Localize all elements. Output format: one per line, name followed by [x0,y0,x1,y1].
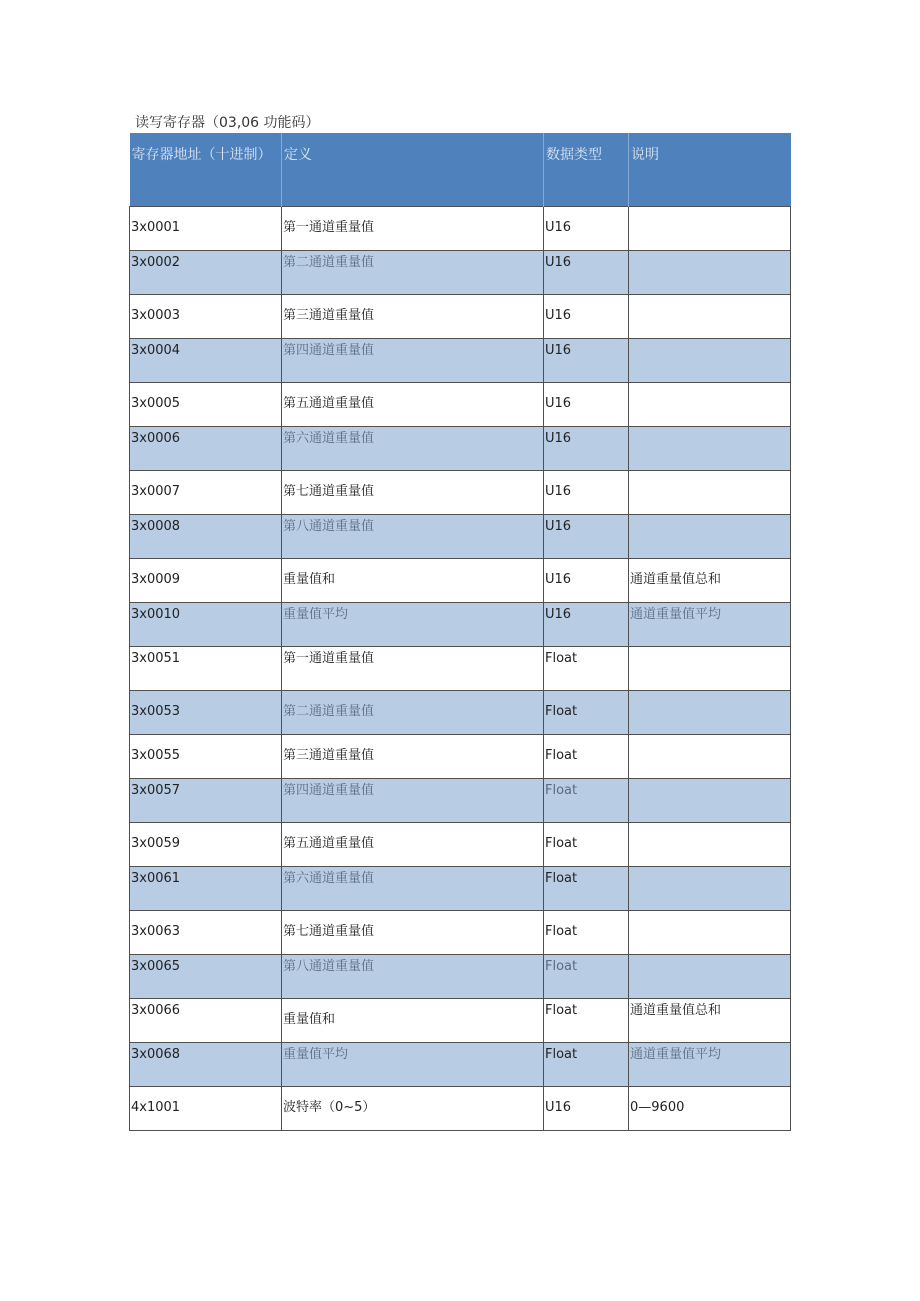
cell-address: 3x0063 [130,910,282,954]
cell-definition: 第一通道重量值 [282,646,544,690]
cell-data-type: U16 [544,250,629,294]
cell-definition: 第六通道重量值 [282,866,544,910]
cell-description [629,866,791,910]
cell-address: 3x0004 [130,338,282,382]
cell-data-type: U16 [544,470,629,514]
cell-address: 3x0053 [130,690,282,734]
cell-data-type: Float [544,822,629,866]
table-row [130,250,791,294]
cell-description: 0—9600 [629,1086,791,1130]
cell-description [629,778,791,822]
cell-description [629,426,791,470]
table-row [130,822,791,866]
cell-data-type: Float [544,954,629,998]
cell-description: 通道重量值平均 [629,1042,791,1086]
cell-address: 4x1001 [130,1086,282,1130]
cell-description [629,646,791,690]
table-row [130,690,791,734]
table-row [130,382,791,426]
cell-definition: 第五通道重量值 [282,822,544,866]
cell-definition: 第三通道重量值 [282,734,544,778]
cell-definition: 第二通道重量值 [282,690,544,734]
cell-description [629,250,791,294]
cell-description [629,822,791,866]
cell-description [629,734,791,778]
cell-data-type: U16 [544,338,629,382]
cell-description [629,382,791,426]
cell-definition: 重量值和 [282,558,544,602]
cell-description [629,954,791,998]
header-definition: 定义 [282,133,544,206]
cell-description: 通道重量值总和 [629,558,791,602]
header-address: 寄存器地址（十进制） [130,133,282,206]
table-row [130,778,791,822]
cell-definition: 重量值平均 [282,1042,544,1086]
cell-address: 3x0006 [130,426,282,470]
cell-address: 3x0007 [130,470,282,514]
table-row [130,998,791,1042]
cell-address: 3x0008 [130,514,282,558]
table-row [130,910,791,954]
cell-definition: 第三通道重量值 [282,294,544,338]
cell-description: 通道重量值总和 [629,998,791,1042]
cell-data-type: U16 [544,602,629,646]
cell-data-type: Float [544,998,629,1042]
cell-description [629,206,791,250]
table-body [130,206,791,1130]
cell-definition: 第一通道重量值 [282,206,544,250]
cell-description [629,294,791,338]
table-row [130,206,791,250]
table-row [130,338,791,382]
cell-definition: 波特率（0~5） [282,1086,544,1130]
cell-address: 3x0057 [130,778,282,822]
cell-definition: 第七通道重量值 [282,470,544,514]
cell-address: 3x0059 [130,822,282,866]
table-row [130,514,791,558]
cell-description [629,470,791,514]
cell-address: 3x0009 [130,558,282,602]
table-row [130,294,791,338]
cell-definition: 第八通道重量值 [282,954,544,998]
cell-description [629,690,791,734]
cell-address: 3x0061 [130,866,282,910]
cell-description: 通道重量值平均 [629,602,791,646]
cell-description [629,338,791,382]
table-row [130,954,791,998]
cell-data-type: Float [544,1042,629,1086]
table-row [130,558,791,602]
cell-data-type: Float [544,910,629,954]
cell-data-type: Float [544,690,629,734]
cell-definition: 重量值和 [282,998,544,1042]
cell-definition: 第四通道重量值 [282,338,544,382]
cell-data-type: Float [544,646,629,690]
cell-definition: 重量值平均 [282,602,544,646]
cell-description [629,910,791,954]
cell-definition: 第四通道重量值 [282,778,544,822]
table-header [130,133,791,206]
cell-definition: 第五通道重量值 [282,382,544,426]
table-row [130,646,791,690]
cell-data-type: U16 [544,426,629,470]
cell-data-type: U16 [544,294,629,338]
cell-data-type: U16 [544,558,629,602]
cell-data-type: Float [544,734,629,778]
cell-description [629,514,791,558]
cell-definition: 第二通道重量值 [282,250,544,294]
cell-data-type: U16 [544,206,629,250]
cell-data-type: Float [544,866,629,910]
cell-definition: 第六通道重量值 [282,426,544,470]
cell-address: 3x0055 [130,734,282,778]
cell-address: 3x0002 [130,250,282,294]
table-row [130,1086,791,1130]
header-description: 说明 [629,133,791,206]
table-row [130,602,791,646]
header-data-type: 数据类型 [544,133,629,206]
table-row [130,426,791,470]
table-row [130,470,791,514]
register-table [129,133,791,1131]
table-row [130,734,791,778]
cell-definition: 第八通道重量值 [282,514,544,558]
cell-address: 3x0001 [130,206,282,250]
cell-definition: 第七通道重量值 [282,910,544,954]
cell-address: 3x0051 [130,646,282,690]
cell-data-type: U16 [544,1086,629,1130]
header-row [130,133,791,206]
cell-data-type: U16 [544,382,629,426]
cell-data-type: Float [544,778,629,822]
cell-address: 3x0005 [130,382,282,426]
cell-address: 3x0065 [130,954,282,998]
cell-address: 3x0010 [130,602,282,646]
cell-data-type: U16 [544,514,629,558]
cell-address: 3x0066 [130,998,282,1042]
table-row [130,866,791,910]
table-row [130,1042,791,1086]
document-title: 读写寄存器（03,06 功能码） [135,115,320,131]
cell-address: 3x0068 [130,1042,282,1086]
cell-address: 3x0003 [130,294,282,338]
